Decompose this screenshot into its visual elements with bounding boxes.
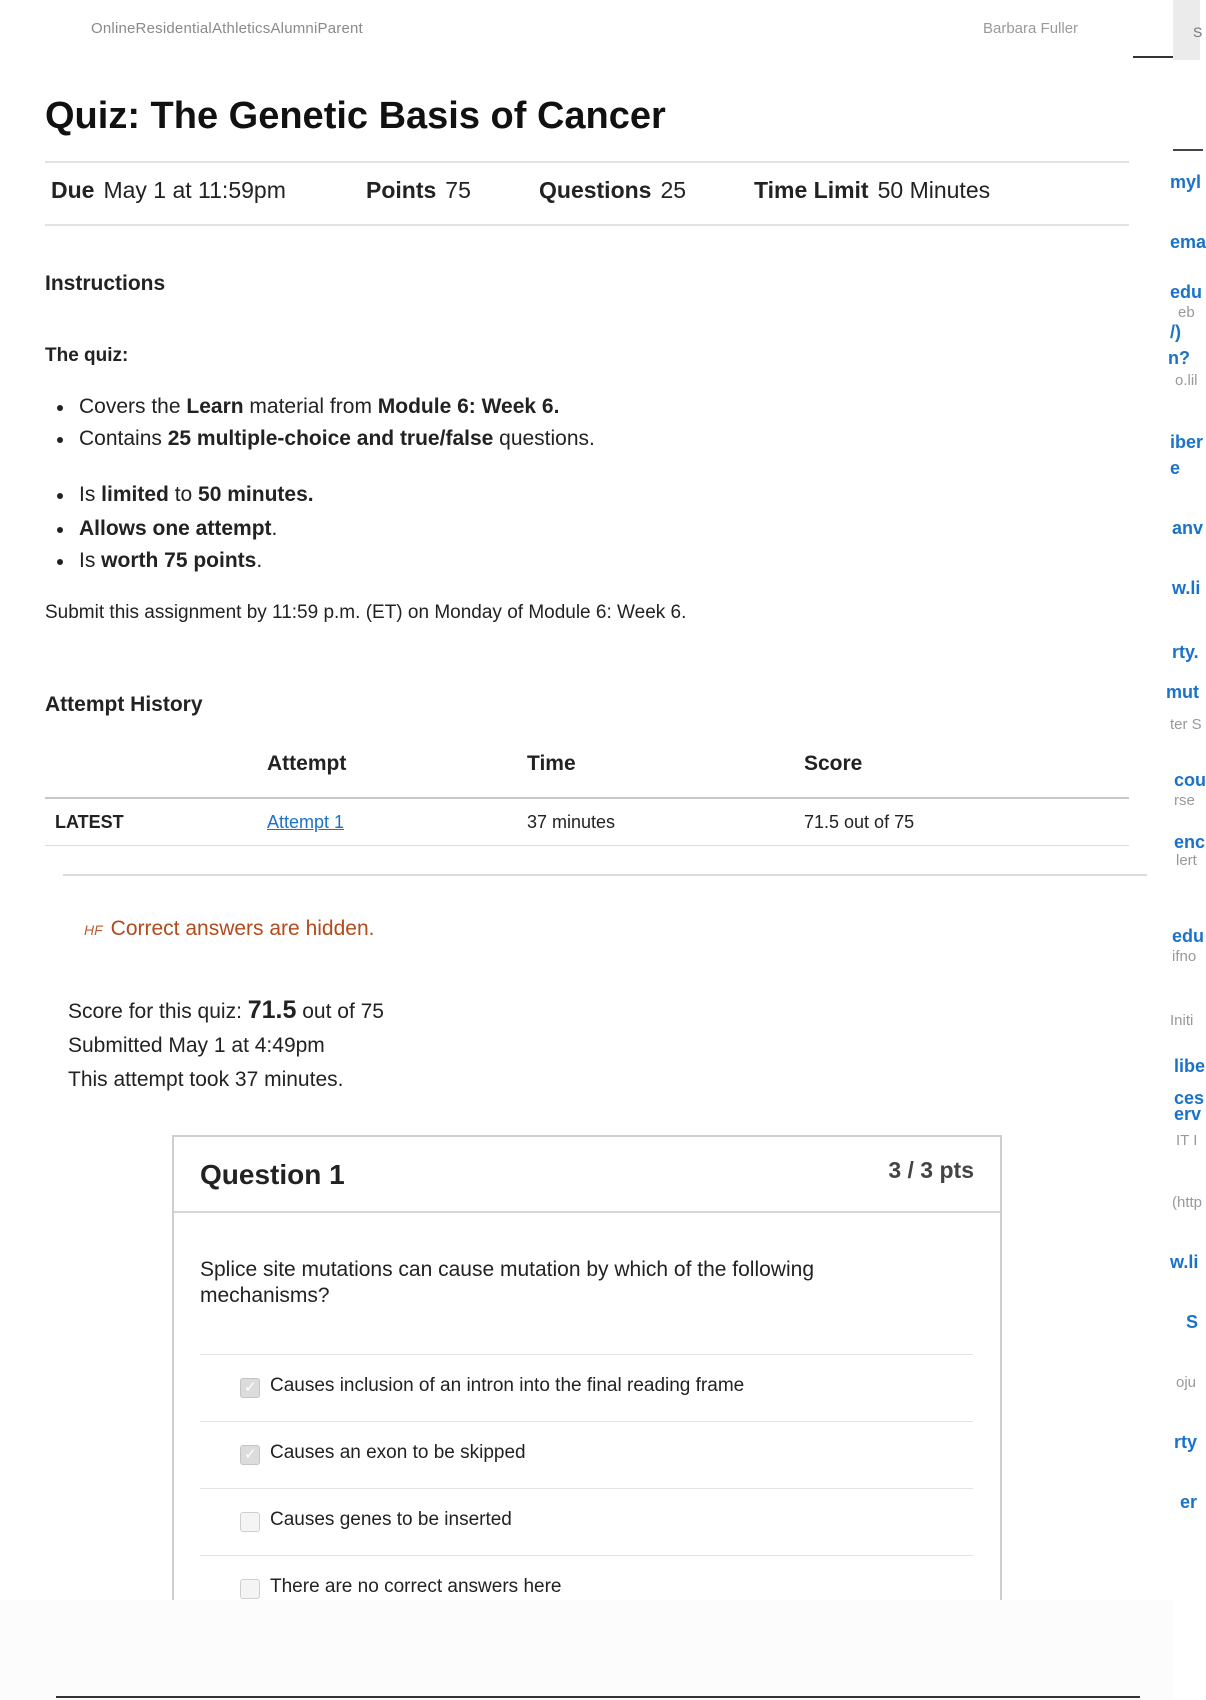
sidebar-link[interactable]: ema	[1170, 232, 1206, 252]
attempt-score: 71.5 out of 75	[804, 812, 915, 832]
question-header	[174, 1137, 1000, 1213]
sidebar-text: (http	[1172, 1194, 1203, 1211]
sidebar-link[interactable]: n?	[1168, 348, 1190, 368]
answer-label: Causes genes to be inserted	[270, 1509, 512, 1530]
sidebar-text: Initi	[1170, 1012, 1194, 1029]
answer-option[interactable]	[200, 1488, 973, 1555]
section-divider	[63, 874, 1147, 876]
attempt-1-link[interactable]: Attempt 1	[267, 812, 345, 832]
top-divider	[1133, 56, 1173, 58]
sidebar-text: oju	[1176, 1374, 1197, 1391]
sidebar-link[interactable]: rty.	[1172, 642, 1199, 662]
sidebar-text: lert	[1176, 852, 1197, 869]
answer-label: Causes inclusion of an intron into the final reading frame	[270, 1375, 745, 1396]
quiz-score: Score for this quiz: 71.5 out of 75	[68, 996, 384, 1024]
instructions-heading: Instructions	[45, 272, 166, 295]
top-right-button-label: S	[1193, 24, 1203, 40]
column-header-score: Score	[804, 752, 863, 775]
sidebar-link[interactable]: iber	[1170, 432, 1204, 452]
quiz-meta-bar	[45, 161, 1129, 226]
sidebar-link[interactable]: enc	[1174, 832, 1206, 852]
top-right-button[interactable]	[1173, 0, 1203, 60]
attempt-duration: This attempt took 37 minutes.	[68, 1068, 344, 1091]
sidebar-link[interactable]: mut	[1166, 682, 1199, 702]
sidebar-link[interactable]: edu	[1170, 282, 1203, 302]
bullet-icon	[57, 493, 63, 499]
right-sidebar	[1160, 140, 1206, 1700]
sidebar-text: rse	[1174, 792, 1195, 809]
answer-option[interactable]	[200, 1421, 973, 1488]
sidebar-text: IT I	[1176, 1132, 1198, 1149]
answers-hidden-notice	[84, 917, 374, 941]
answer-label: Causes an exon to be skipped	[270, 1442, 526, 1463]
submission-deadline-text: Submit this assignment by 11:59 p.m. (ET) on Monday of Module 6: Week 6.	[45, 602, 687, 623]
sidebar-link[interactable]: erv	[1174, 1104, 1202, 1124]
submitted-time: Submitted May 1 at 4:49pm	[68, 1034, 325, 1057]
time-limit: Time Limit 50 Minutes	[754, 177, 991, 203]
attempt-history-heading: Attempt History	[45, 693, 203, 716]
question-card	[172, 1135, 1002, 1600]
bullet-icon	[57, 559, 63, 565]
sidebar-link[interactable]: /)	[1170, 322, 1181, 342]
question-text: Splice site mutations can cause mutation by which of the following mechanisms?	[200, 1258, 814, 1307]
question-points: 3 / 3 pts	[888, 1157, 974, 1183]
bullet-icon	[57, 405, 63, 411]
answer-option[interactable]	[200, 1354, 973, 1421]
checkbox-icon[interactable]	[240, 1579, 260, 1599]
sidebar-divider	[1173, 149, 1203, 151]
sidebar-text: eb	[1178, 304, 1195, 321]
checkbox-checked-icon[interactable]	[240, 1445, 260, 1465]
sidebar-text: ifno	[1172, 948, 1197, 965]
answers-hidden-text: Correct answers are hidden.	[110, 917, 375, 940]
sidebar-link[interactable]: e	[1170, 458, 1181, 478]
table-row-divider	[45, 845, 1129, 846]
top-navigation-links[interactable]: OnlineResidentialAthleticsAlumniParent	[91, 20, 363, 37]
sidebar-link[interactable]: w.li	[1172, 578, 1201, 598]
sidebar-link[interactable]: libe	[1174, 1056, 1206, 1076]
sidebar-link[interactable]: er	[1180, 1492, 1198, 1512]
question-count: Questions 25	[539, 177, 687, 203]
sidebar-link[interactable]: edu	[1172, 926, 1205, 946]
quiz-subheading: The quiz:	[45, 345, 129, 366]
sidebar-link[interactable]: S	[1186, 1312, 1199, 1332]
checkbox-checked-icon[interactable]	[240, 1378, 260, 1398]
latest-tag: LATEST	[55, 812, 124, 832]
score-summary	[68, 993, 384, 1097]
sidebar-link[interactable]: rty	[1174, 1432, 1198, 1452]
points: Points 75	[366, 177, 471, 203]
sidebar-link[interactable]: ces	[1174, 1088, 1205, 1108]
hidden-answers-icon: HF	[84, 922, 103, 938]
table-header-divider	[45, 797, 1129, 799]
user-name[interactable]: Barbara Fuller	[983, 20, 1079, 37]
sidebar-text: ter S	[1170, 716, 1202, 733]
bottom-divider	[56, 1696, 1140, 1698]
sidebar-link[interactable]: cou	[1174, 770, 1206, 790]
sidebar-link[interactable]: anv	[1172, 518, 1204, 538]
attempt-time: 37 minutes	[527, 812, 616, 832]
due-date: Due May 1 at 11:59pm	[51, 177, 286, 203]
sidebar-link[interactable]: w.li	[1170, 1252, 1199, 1272]
question-title: Question 1	[200, 1159, 345, 1190]
column-header-time: Time	[527, 752, 576, 775]
column-header-attempt: Attempt	[267, 752, 347, 775]
page-bottom	[0, 1600, 1173, 1700]
answer-label: There are no correct answers here	[270, 1576, 562, 1597]
sidebar-text: o.lil	[1175, 372, 1198, 389]
page-title: Quiz: The Genetic Basis of Cancer	[45, 95, 666, 137]
sidebar-link[interactable]: myl	[1170, 172, 1202, 192]
checkbox-icon[interactable]	[240, 1512, 260, 1532]
bullet-icon	[57, 437, 63, 443]
bullet-icon	[57, 527, 63, 533]
